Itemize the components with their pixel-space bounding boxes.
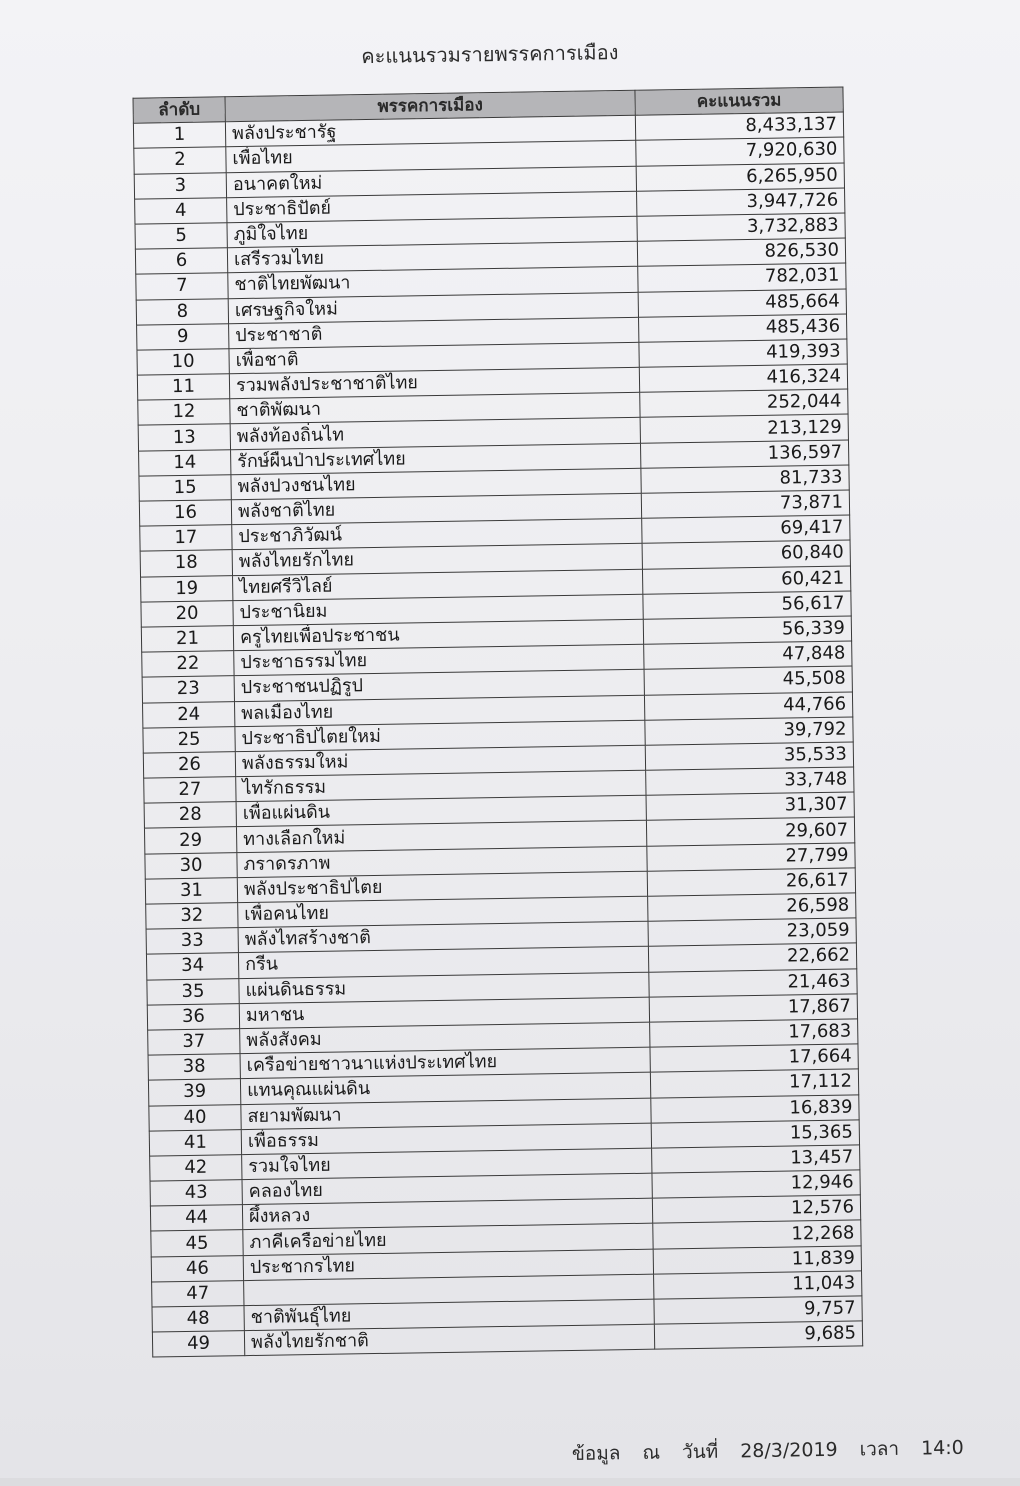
score-cell: 11,043 — [654, 1271, 862, 1299]
rank-cell: 21 — [141, 626, 233, 653]
party-cell: พลังธรรมใหม่ — [235, 745, 645, 777]
score-cell: 27,799 — [647, 843, 855, 871]
score-cell: 3,732,883 — [637, 213, 845, 241]
party-cell: คลองไทย — [242, 1173, 652, 1205]
party-cell: ภาคีเครือข่ายไทย — [243, 1224, 653, 1256]
rank-cell: 26 — [143, 752, 235, 779]
rank-cell: 19 — [141, 575, 233, 602]
score-cell: 26,617 — [647, 868, 855, 896]
footer-label: ข้อมูล — [571, 1442, 621, 1465]
party-cell: ทางเลือกใหม่ — [236, 821, 646, 853]
rank-cell: 30 — [145, 852, 237, 879]
rank-cell: 11 — [137, 374, 229, 401]
score-cell: 56,339 — [643, 616, 851, 644]
score-cell: 826,530 — [637, 238, 845, 266]
rank-cell: 41 — [149, 1129, 241, 1156]
rank-cell: 44 — [150, 1205, 242, 1232]
party-cell: พลเมืองไทย — [234, 695, 644, 727]
party-cell: เศรษฐกิจใหม่ — [228, 292, 638, 324]
score-cell: 17,112 — [650, 1069, 858, 1097]
party-cell: เพื่อธรรม — [241, 1123, 651, 1155]
party-cell: ประชาชาติ — [229, 317, 639, 349]
rank-cell: 7 — [136, 273, 228, 300]
party-cell: ครูไทยเพื่อประชาชน — [233, 619, 643, 651]
score-cell: 15,365 — [651, 1120, 859, 1148]
footer-note — [572, 1432, 986, 1468]
rank-cell: 40 — [149, 1104, 241, 1131]
party-cell: รักษ์ผืนป่าประเทศไทย — [231, 443, 641, 475]
party-cell: พลังชาติไทย — [231, 493, 641, 525]
score-cell: 17,867 — [649, 994, 857, 1022]
score-cell: 485,436 — [639, 314, 847, 342]
rank-cell: 5 — [135, 223, 227, 250]
party-cell: พลังไทยรักไทย — [232, 544, 642, 576]
score-cell: 81,733 — [641, 465, 849, 493]
score-cell: 35,533 — [645, 742, 853, 770]
header-score: คะแนนรวม — [635, 87, 843, 115]
party-cell: อนาคตใหม่ — [226, 166, 636, 198]
score-cell: 782,031 — [638, 263, 846, 291]
rank-cell: 42 — [150, 1154, 242, 1181]
rank-cell: 28 — [144, 802, 236, 829]
party-cell: พลังไทยรักชาติ — [244, 1324, 654, 1356]
rank-cell: 47 — [152, 1280, 244, 1307]
rank-cell: 2 — [134, 147, 226, 174]
party-cell: พลังท้องถิ่นไท — [230, 418, 640, 450]
rank-cell: 35 — [147, 978, 239, 1005]
header-party: พรรคการเมือง — [225, 90, 635, 122]
score-cell: 45,508 — [644, 666, 852, 694]
party-cell: แผ่นดินธรรม — [239, 972, 649, 1004]
party-cell: ผึ้งหลวง — [242, 1198, 652, 1230]
score-cell: 47,848 — [644, 641, 852, 669]
rank-cell: 39 — [148, 1079, 240, 1106]
party-cell: ภูมิใจไทย — [227, 216, 637, 248]
party-cell: ประชานิยม — [233, 594, 643, 626]
rank-cell: 14 — [139, 449, 231, 476]
score-cell: 3,947,726 — [637, 188, 845, 216]
header-rank: ลำดับ — [133, 97, 225, 124]
party-cell: พลังประชาธิปไตย — [237, 871, 647, 903]
rank-cell: 6 — [135, 248, 227, 275]
score-cell: 22,662 — [648, 943, 856, 971]
score-cell: 12,576 — [652, 1195, 860, 1223]
score-cell: 33,748 — [646, 767, 854, 795]
score-cell: 39,792 — [645, 717, 853, 745]
party-cell: พลังสังคม — [240, 1022, 650, 1054]
party-cell: รวมพลังประชาชาติไทย — [229, 367, 639, 399]
party-cell: กรีน — [238, 947, 648, 979]
score-cell: 485,664 — [638, 289, 846, 317]
score-cell: 29,607 — [646, 817, 854, 845]
footer-time: 14:0 — [920, 1436, 964, 1460]
party-cell: ประชาภิวัฒน์ — [232, 518, 642, 550]
rank-cell: 34 — [146, 953, 238, 980]
score-cell: 9,757 — [654, 1296, 862, 1324]
party-cell: มหาชน — [239, 997, 649, 1029]
rank-cell: 43 — [150, 1180, 242, 1207]
score-cell: 17,664 — [650, 1044, 858, 1072]
rank-cell: 49 — [152, 1331, 244, 1358]
score-cell: 7,920,630 — [636, 137, 844, 165]
party-cell: ชาติพันธุ์ไทย — [244, 1299, 654, 1331]
party-cell: พลังไทสร้างชาติ — [238, 921, 648, 953]
score-cell: 60,840 — [642, 540, 850, 568]
rank-cell: 22 — [142, 651, 234, 678]
score-cell: 213,129 — [640, 414, 848, 442]
rank-cell: 15 — [139, 475, 231, 502]
party-cell: เพื่อไทย — [226, 141, 636, 173]
score-cell: 23,059 — [648, 918, 856, 946]
party-cell: ชาติพัฒนา — [230, 393, 640, 425]
party-cell: ไทยศรีวิไลย์ — [233, 569, 643, 601]
footer-date: 28/3/2019 — [740, 1438, 838, 1463]
party-cell: ไทรักธรรม — [236, 770, 646, 802]
rank-cell: 20 — [141, 600, 233, 627]
rank-cell: 10 — [137, 349, 229, 376]
rank-cell: 37 — [148, 1029, 240, 1056]
score-cell: 419,393 — [639, 339, 847, 367]
score-cell: 56,617 — [643, 591, 851, 619]
rank-cell: 13 — [138, 424, 230, 451]
score-cell: 6,265,950 — [636, 163, 844, 191]
rank-cell: 33 — [146, 928, 238, 955]
score-cell: 13,457 — [652, 1145, 860, 1173]
document-title: คะแนนรวมรายพรรคการเมือง — [361, 40, 619, 69]
rank-cell: 31 — [145, 877, 237, 904]
rank-cell: 36 — [147, 1003, 239, 1030]
party-cell: ประชาธิปไตยใหม่ — [235, 720, 645, 752]
rank-cell: 29 — [144, 827, 236, 854]
footer-date-label: วันที่ — [681, 1440, 719, 1464]
rank-cell: 3 — [134, 172, 226, 199]
rank-cell: 12 — [138, 399, 230, 426]
party-cell: เสรีรวมไทย — [227, 241, 637, 273]
score-cell: 12,268 — [653, 1220, 861, 1248]
score-cell: 17,683 — [650, 1019, 858, 1047]
party-cell: เพื่อชาติ — [229, 342, 639, 374]
party-cell: ชาติไทยพัฒนา — [228, 267, 638, 299]
score-cell: 11,839 — [653, 1246, 861, 1274]
rank-cell: 9 — [137, 323, 229, 350]
score-cell: 416,324 — [639, 364, 847, 392]
party-cell: พลังประชารัฐ — [225, 115, 635, 147]
rank-cell: 8 — [136, 298, 228, 325]
score-cell: 16,839 — [651, 1094, 859, 1122]
score-cell: 69,417 — [642, 515, 850, 543]
table-body — [133, 112, 862, 1357]
party-cell: พลังปวงชนไทย — [231, 468, 641, 500]
rank-cell: 17 — [140, 525, 232, 552]
score-cell: 60,421 — [642, 566, 850, 594]
score-cell: 8,433,137 — [635, 112, 843, 140]
score-cell: 252,044 — [640, 389, 848, 417]
vote-table — [132, 87, 863, 1358]
score-cell: 44,766 — [644, 691, 852, 719]
rank-cell: 4 — [135, 197, 227, 224]
party-cell: เพื่อแผ่นดิน — [236, 795, 646, 827]
score-cell: 26,598 — [648, 893, 856, 921]
footer-at: ณ — [642, 1441, 661, 1464]
rank-cell: 46 — [151, 1255, 243, 1282]
party-cell: ประชากรไทย — [243, 1249, 653, 1281]
party-cell: ประชาธิปัตย์ — [227, 191, 637, 223]
rank-cell: 16 — [139, 500, 231, 527]
rank-cell: 23 — [142, 676, 234, 703]
score-cell: 12,946 — [652, 1170, 860, 1198]
party-cell: เพื่อคนไทย — [238, 896, 648, 928]
rank-cell: 38 — [148, 1054, 240, 1081]
party-cell: ภราดรภาพ — [237, 846, 647, 878]
party-cell: สยามพัฒนา — [241, 1098, 651, 1130]
rank-cell: 1 — [133, 122, 225, 149]
score-cell: 21,463 — [649, 968, 857, 996]
score-cell: 73,871 — [641, 490, 849, 518]
party-cell: แทนคุณแผ่นดิน — [240, 1072, 650, 1104]
rank-cell: 24 — [142, 701, 234, 728]
rank-cell: 45 — [151, 1230, 243, 1257]
rank-cell: 32 — [146, 903, 238, 930]
score-cell: 136,597 — [640, 440, 848, 468]
rank-cell: 27 — [144, 777, 236, 804]
rank-cell: 48 — [152, 1306, 244, 1333]
score-cell: 31,307 — [646, 792, 854, 820]
rank-cell: 25 — [143, 726, 235, 753]
party-cell: ประชาธรรมไทย — [234, 644, 644, 676]
rank-cell: 18 — [140, 550, 232, 577]
footer-time-label: เวลา — [859, 1437, 900, 1461]
party-cell: ประชาชนปฏิรูป — [234, 670, 644, 702]
party-cell: เครือข่ายชาวนาแห่งประเทศไทย — [240, 1047, 650, 1079]
score-cell: 9,685 — [654, 1321, 862, 1349]
party-cell: รวมใจไทย — [242, 1148, 652, 1180]
